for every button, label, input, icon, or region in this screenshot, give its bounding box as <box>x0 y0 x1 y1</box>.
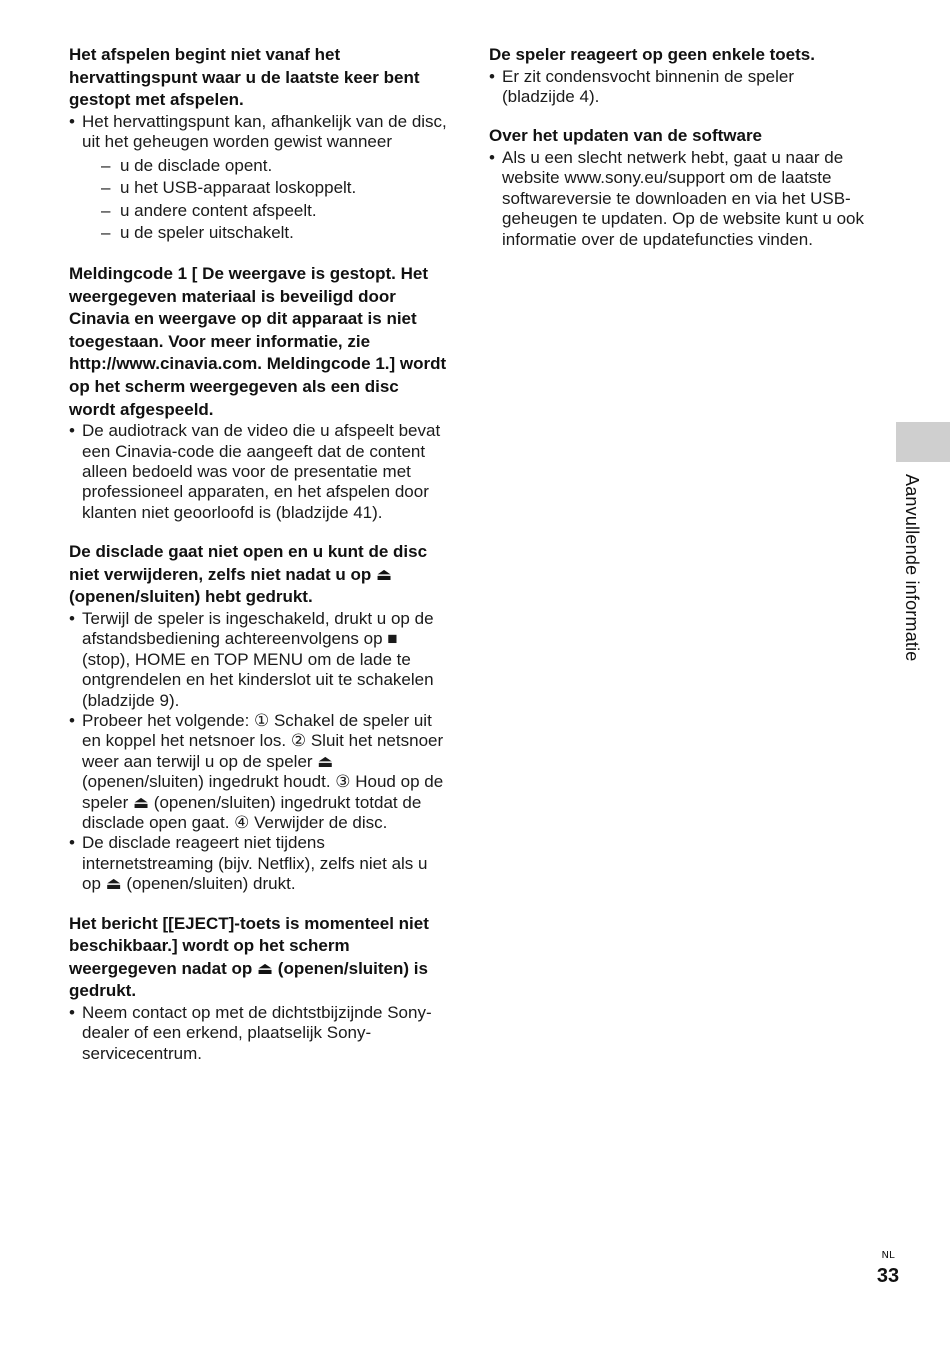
dash-item: – u andere content afspeelt. <box>82 200 447 223</box>
bullet-list <box>489 67 869 108</box>
bullet-list <box>489 148 869 250</box>
bullet-item: • Probeer het volgende: ① Schakel de speler uit en koppel het netsnoer los. ② Sluit het netsnoer weer aan terwijl u op de speler ⏏ (openen/sluiten) ingedrukt houdt. ③ Houd op de speler ⏏ (openen/sluiten) ingedrukt totdat de disclade open gaat. ④ Verwijder de disc. <box>69 711 447 833</box>
section-heading: De speler reageert op geen enkele toets. <box>489 45 815 64</box>
section-tab-marker <box>896 422 950 462</box>
dash-item: – u de speler uitschakelt. <box>82 222 447 245</box>
dash-list <box>82 155 447 245</box>
dash-item: – u het USB-apparaat loskoppelt. <box>82 177 447 200</box>
dash-item: – u de disclade opent. <box>82 155 447 178</box>
bullet-item <box>69 112 447 245</box>
section-heading: Het afspelen begint niet vanaf het hervattingspunt waar u de laatste keer bent gestopt met afspelen. <box>69 45 420 110</box>
section-heading: Meldingcode 1 [ De weergave is gestopt. Het weergegeven materiaal is beveiligd door Cinavia en weergave op dit apparaat is niet toegestaan. Voor meer informatie, zie http://www.cinavia.com. Meldingcode 1.] wordt op het scherm weergegeven als een disc wordt afgespeeld. <box>69 263 447 419</box>
section-heading: Het bericht [[EJECT]-toets is momenteel niet beschikbaar.] wordt op het scherm weergegeven nadat op ⏏ (openen/sluiten) is gedrukt. <box>69 913 429 1001</box>
section-cinavia-message <box>69 263 447 523</box>
bullet-list <box>69 112 447 245</box>
right-column <box>489 44 869 268</box>
section-resume-point <box>69 44 447 245</box>
bullet-text: Het hervattingspunt kan, afhankelijk van de disc, uit het geheugen worden gewist wanneer <box>82 111 447 152</box>
section-tab-label: Aanvullende informatie <box>902 474 922 662</box>
bullet-list <box>69 609 447 895</box>
bullet-item: • Neem contact op met de dichtstbijzijnde Sony-dealer of een erkend, plaatselijk Sony-servicecentrum. <box>69 1003 447 1064</box>
section-heading: De disclade gaat niet open en u kunt de disc niet verwijderen, zelfs niet nadat u op ⏏ (openen/sluiten) hebt gedrukt. <box>69 542 428 607</box>
bullet-item: • Terwijl de speler is ingeschakeld, drukt u op de afstandsbediening achtereenvolgens op ■ (stop), HOME en TOP MENU om de lade te ontgrendelen en het kinderslot uit te schakelen (bladzijde 9). <box>69 609 447 711</box>
section-heading: Over het updaten van de software <box>489 126 763 146</box>
section-software-update <box>489 125 869 250</box>
bullet-item: • De audiotrack van de video die u afspeelt bevat een Cinavia-code die aangeeft dat de content alleen bedoeld was voor de presentatie met professioneel apparaten, en het afspelen door klanten niet geoorloofd is (bladzijde 41). <box>69 421 447 523</box>
bullet-item: • De disclade reageert niet tijdens internetstreaming (bijv. Netflix), zelfs niet als u op ⏏ (openen/sluiten) drukt. <box>69 833 447 894</box>
page-number: 33 <box>876 1265 900 1287</box>
section-no-response <box>489 44 869 107</box>
section-eject-message <box>69 913 447 1065</box>
section-disc-tray <box>69 541 447 894</box>
bullet-list <box>69 421 447 523</box>
language-code: NL <box>881 1250 895 1261</box>
bullet-list <box>69 1003 447 1064</box>
bullet-item: • Als u een slecht netwerk hebt, gaat u naar de website www.sony.eu/support om de laatste softwareversie te downloaden en via het USB-geheugen te updaten. Op de website kunt u ook informatie over de updatefuncties vinden. <box>489 148 869 250</box>
left-column <box>69 44 447 1082</box>
bullet-item: • Er zit condensvocht binnenin de speler (bladzijde 4). <box>489 67 869 108</box>
